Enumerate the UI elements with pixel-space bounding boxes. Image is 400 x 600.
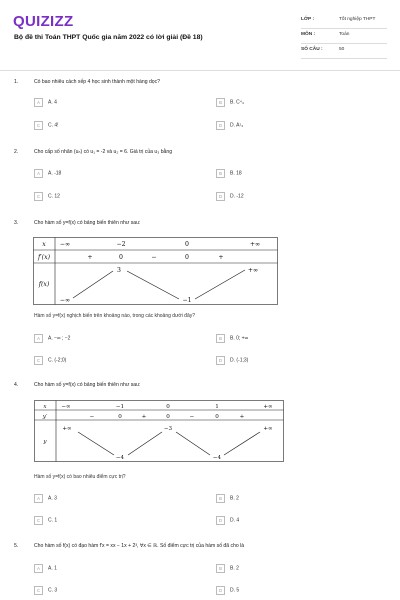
sign: 0 <box>185 254 189 261</box>
option-letter-box: C <box>34 516 43 525</box>
y-value: −4 <box>212 455 222 461</box>
option-a[interactable] <box>34 169 61 178</box>
x-label: x <box>42 241 46 248</box>
sign: − <box>189 414 195 420</box>
class-value: Tốt nghiệp THPT <box>339 17 376 22</box>
option-d[interactable] <box>216 121 243 130</box>
subject-value: Toán <box>339 32 350 37</box>
variation-table-q3 <box>33 237 278 305</box>
meta-class <box>301 14 387 29</box>
header-divider <box>0 70 400 71</box>
option-d[interactable] <box>216 586 239 595</box>
sign: 0 <box>118 414 122 420</box>
option-d[interactable] <box>216 516 239 525</box>
sign: 0 <box>215 414 219 420</box>
sign: 0 <box>119 254 123 261</box>
option-text: B. 2 <box>230 565 239 572</box>
f-value: 3 <box>117 267 121 274</box>
option-c[interactable] <box>34 516 57 525</box>
option-c[interactable] <box>34 121 59 130</box>
option-letter-box: C <box>34 586 43 595</box>
option-letter-box: B <box>216 494 225 503</box>
f-value: −1 <box>182 297 192 304</box>
option-d[interactable] <box>216 192 244 201</box>
option-letter-box: D <box>216 586 225 595</box>
question-text: Cho hàm số f(x) có đạo hàm f′x = xx − 1x + 2³, ∀x ∈ ℝ. Số điểm cực trị của hàm số đã cho là <box>34 543 245 549</box>
sign: + <box>218 254 224 261</box>
option-text: D. 5 <box>230 587 240 594</box>
x-value: −2 <box>116 241 126 248</box>
sign: + <box>141 414 147 420</box>
option-letter-box: A <box>34 169 43 178</box>
question-number: 2. <box>14 149 19 155</box>
option-letter-box: D <box>216 356 225 365</box>
option-letter-box: B <box>216 334 225 343</box>
subject-label: MÔN : <box>301 32 316 37</box>
meta-subject <box>301 29 387 44</box>
option-text: A. -18 <box>48 170 62 177</box>
option-letter-box: B <box>216 564 225 573</box>
question-number: 5. <box>14 543 19 549</box>
option-letter-box: C <box>34 121 43 130</box>
x-value: −1 <box>115 404 125 410</box>
y-label: y <box>43 439 47 445</box>
option-letter-box: A <box>34 564 43 573</box>
option-text: D. (-1;3) <box>230 357 249 364</box>
option-b[interactable] <box>216 169 242 178</box>
option-letter-box: B <box>216 98 225 107</box>
x-value: 0 <box>166 404 170 410</box>
sign: 0 <box>166 414 170 420</box>
option-b[interactable] <box>216 98 244 107</box>
question-number: 3. <box>14 220 19 226</box>
question-4-prompt: Hàm số y=f(x) có bao nhiêu điểm cực trị? <box>34 474 126 480</box>
option-c[interactable] <box>34 586 57 595</box>
x-value: +∞ <box>263 404 273 410</box>
option-letter-box: B <box>216 169 225 178</box>
sign: − <box>89 414 95 420</box>
f-value: +∞ <box>247 267 259 274</box>
option-a[interactable] <box>34 334 70 343</box>
x-value: +∞ <box>249 241 261 248</box>
y-value: +∞ <box>263 426 273 432</box>
variation-table-q4 <box>34 400 284 462</box>
option-text: A. 4 <box>48 99 57 106</box>
sign: + <box>239 414 245 420</box>
option-b[interactable] <box>216 494 239 503</box>
question-number: 1. <box>14 79 19 85</box>
question-text: Cho cấp số nhân (uₙ) có u₁ = -2 và u₂ = 6. Giá trị của u₃ bằng <box>34 149 173 155</box>
meta-count <box>301 44 387 59</box>
question-3-prompt: Hàm số y=f(x) nghịch biến trên khoảng nào, trong các khoảng dưới đây? <box>34 313 196 319</box>
y-value: −4 <box>115 455 125 461</box>
option-text: B. 0; +∞ <box>230 335 249 342</box>
f-value: −∞ <box>59 297 71 304</box>
option-text: B. 2 <box>230 495 239 502</box>
option-letter-box: D <box>216 516 225 525</box>
option-text: B. 18 <box>230 170 242 177</box>
class-label: LỚP : <box>301 17 315 22</box>
option-text: B. C⁴₄ <box>230 99 244 106</box>
yprime-label: y′ <box>42 414 48 420</box>
question-text: Có bao nhiêu cách xếp 4 học sinh thành một hàng dọc? <box>34 79 161 85</box>
f-label: f(x) <box>38 281 50 288</box>
option-text: C. 12 <box>48 193 60 200</box>
option-text: D. 4 <box>230 517 240 524</box>
option-c[interactable] <box>34 356 66 365</box>
option-letter-box: C <box>34 192 43 201</box>
fprime-label: f′(x) <box>37 254 51 261</box>
option-c[interactable] <box>34 192 60 201</box>
x-value: 0 <box>185 241 189 248</box>
question-text: Cho hàm số y=f(x) có bảng biến thiên như sau: <box>34 220 141 226</box>
option-text: C. 4! <box>48 122 59 129</box>
document-title: Bộ đề thi Toán THPT Quốc gia năm 2022 có lời giải (Đề 18) <box>14 34 203 41</box>
option-d[interactable] <box>216 356 248 365</box>
option-letter-box: A <box>34 98 43 107</box>
option-letter-box: D <box>216 192 225 201</box>
option-text: C. 1 <box>48 517 58 524</box>
count-label: SỐ CÂU : <box>301 47 323 52</box>
option-text: A. 3 <box>48 495 57 502</box>
option-text: A. 1 <box>48 565 57 572</box>
y-value: −3 <box>163 426 173 432</box>
sign: + <box>87 254 93 261</box>
option-text: D. -12 <box>230 193 244 200</box>
question-text: Cho hàm số y=f(x) có bảng biến thiên như sau: <box>34 382 141 388</box>
x-value: 1 <box>215 404 219 410</box>
count-value: 50 <box>339 47 345 52</box>
option-letter-box: D <box>216 121 225 130</box>
option-b[interactable] <box>216 334 248 343</box>
sign: − <box>151 254 157 261</box>
option-text: D. A¹₄ <box>230 122 244 129</box>
option-letter-box: A <box>34 494 43 503</box>
option-a[interactable] <box>34 494 57 503</box>
option-a[interactable] <box>34 564 57 573</box>
quizizz-logo: QUIZIZZ <box>13 13 74 30</box>
option-text: C. 3 <box>48 587 58 594</box>
x-label: x <box>43 404 47 410</box>
option-letter-box: C <box>34 356 43 365</box>
option-a[interactable] <box>34 98 57 107</box>
x-value: −∞ <box>59 241 71 248</box>
question-number: 4. <box>14 382 19 388</box>
x-value: −∞ <box>61 404 71 410</box>
option-b[interactable] <box>216 564 239 573</box>
option-letter-box: A <box>34 334 43 343</box>
y-value: +∞ <box>62 426 72 432</box>
option-text: C. (-2;0) <box>48 357 67 364</box>
option-text: A. −∞ ; −2 <box>48 335 71 342</box>
